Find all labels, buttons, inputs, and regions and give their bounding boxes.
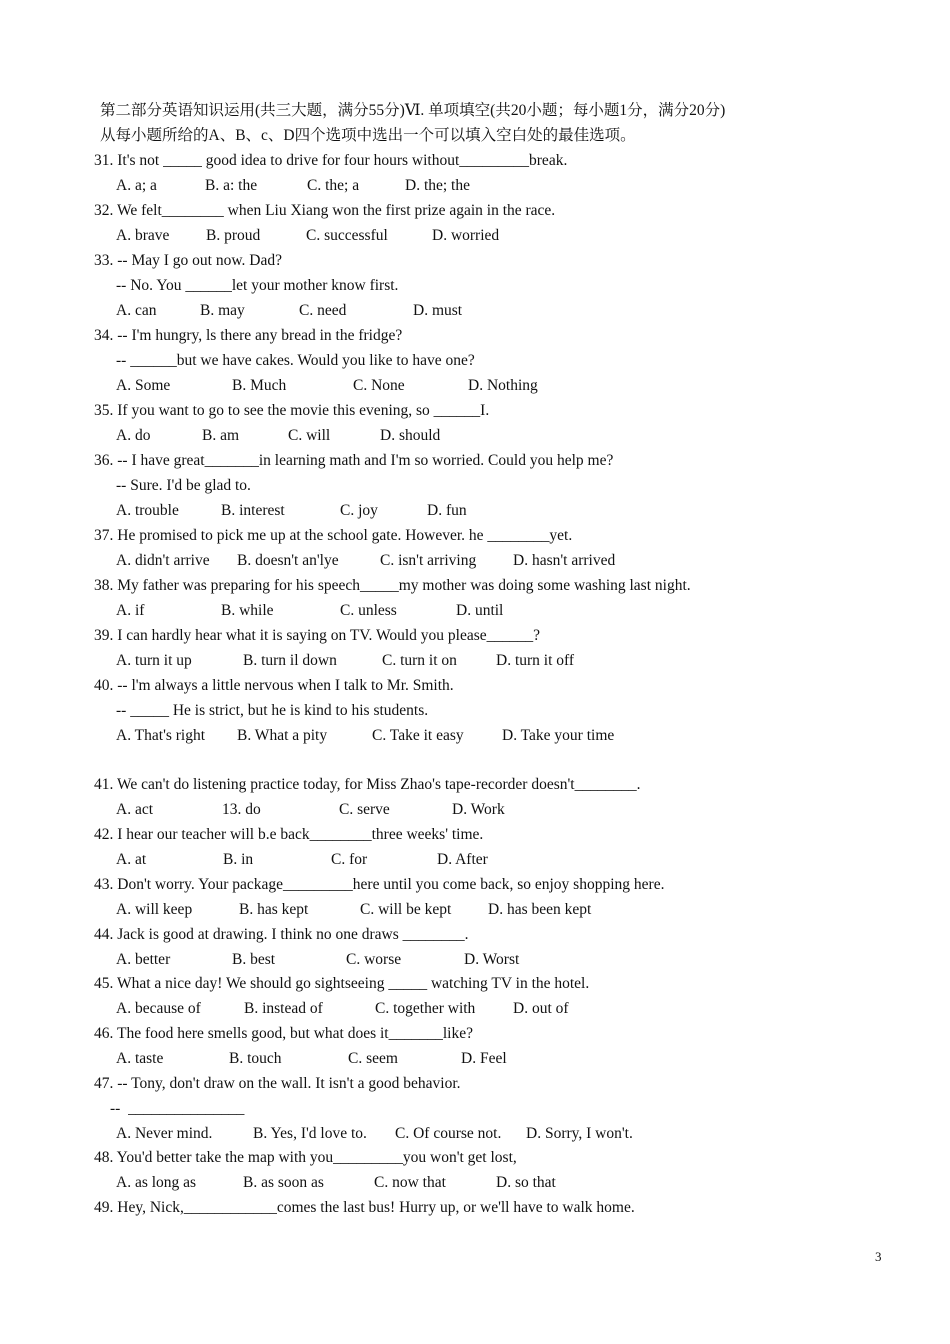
question-49-stem: 49. Hey, Nick,____________comes the last bus! Hurry up, or we'll have to walk home. — [94, 1199, 635, 1216]
q38-option-b: B. while — [221, 602, 274, 619]
q34-option-b: B. Much — [232, 377, 287, 394]
question-36-reply: -- Sure. I'd be glad to. — [116, 477, 251, 494]
q37-option-c: C. isn't arriving — [380, 552, 477, 569]
q42-option-d: D. After — [437, 851, 488, 868]
q31-option-c: C. the; a — [307, 177, 360, 194]
question-35-stem: 35. If you want to go to see the movie this evening, so ______I. — [94, 402, 490, 419]
q47-option-b: B. Yes, I'd love to. — [253, 1125, 367, 1142]
section-header: 第二部分英语知识运用(共三大题，满分55分)Ⅵ. 单项填空(共20小题；每小题1分，满分20分) — [100, 102, 726, 119]
q41-option-d: D. Work — [452, 801, 505, 818]
q34-option-a: A. Some — [116, 377, 171, 394]
q35-option-a: A. do — [116, 427, 151, 444]
q48-option-a: A. as long as — [116, 1174, 197, 1191]
q35-option-b: B. am — [202, 427, 240, 444]
question-33-reply: -- No. You ______let your mother know first. — [116, 277, 399, 294]
q36-option-b: B. interest — [221, 502, 285, 519]
q33-option-a: A. can — [116, 302, 157, 319]
question-40-reply: -- _____ He is strict, but he is kind to his students. — [116, 702, 429, 719]
q43-option-c: C. will be kept — [360, 901, 452, 918]
q47-option-d: D. Sorry, I won't. — [526, 1125, 633, 1142]
q37-option-b: B. doesn't an'lye — [237, 552, 339, 569]
question-44-stem: 44. Jack is good at drawing. I think no one draws ________. — [94, 926, 469, 943]
page-number: 3 — [875, 1249, 882, 1264]
q44-option-a: A. better — [116, 951, 171, 968]
q45-option-c: C. together with — [375, 1000, 476, 1017]
q33-option-d: D. must — [413, 302, 463, 319]
q48-option-d: D. so that — [496, 1174, 556, 1191]
q48-option-c: C. now that — [374, 1174, 446, 1191]
q33-option-c: C. need — [299, 302, 347, 319]
q40-option-d: D. Take your time — [502, 727, 615, 744]
q38-option-d: D. until — [456, 602, 504, 619]
q45-option-d: D. out of — [513, 1000, 569, 1017]
instruction: 从每小题所给的A、B、c、D四个选项中选出一个可以填入空白处的最佳选项。 — [100, 127, 636, 144]
question-37-stem: 37. He promised to pick me up at the school gate. However. he ________yet. — [94, 527, 573, 544]
q37-option-a: A. didn't arrive — [116, 552, 210, 569]
q41-option-a: A. act — [116, 801, 154, 818]
q40-option-b: B. What a pity — [237, 727, 328, 744]
question-38-stem: 38. My father was preparing for his speech_____my mother was doing some washing last night. — [94, 577, 691, 594]
question-39-stem: 39. I can hardly hear what it is saying on TV. Would you please______? — [94, 627, 541, 644]
q33-option-b: B. may — [200, 302, 245, 319]
q40-option-a: A. That's right — [116, 727, 206, 744]
question-47-stem: 47. -- Tony, don't draw on the wall. It isn't a good behavior. — [94, 1075, 461, 1092]
question-45-stem: 45. What a nice day! We should go sightseeing _____ watching TV in the hotel. — [94, 975, 590, 992]
question-34-stem: 34. -- I'm hungry, ls there any bread in the fridge? — [94, 327, 403, 344]
q44-option-d: D. Worst — [464, 951, 520, 968]
q36-option-a: A. trouble — [116, 502, 179, 519]
q46-option-a: A. taste — [116, 1050, 164, 1067]
question-47-reply: -- _______________ — [110, 1100, 245, 1117]
q32-option-b: B. proud — [206, 227, 261, 244]
q38-option-c: C. unless — [340, 602, 397, 619]
q31-option-b: B. a: the — [205, 177, 258, 194]
question-48-stem: 48. You'd better take the map with you_________you won't get lost, — [94, 1149, 517, 1166]
q46-option-b: B. touch — [229, 1050, 282, 1067]
q47-option-a: A. Never mind. — [116, 1125, 213, 1142]
q42-option-b: B. in — [223, 851, 254, 868]
q35-option-c: C. will — [288, 427, 331, 444]
question-42-stem: 42. I hear our teacher will b.e back________three weeks' time. — [94, 826, 484, 843]
q35-option-d: D. should — [380, 427, 441, 444]
q39-option-c: C. turn it on — [382, 652, 457, 669]
q34-option-d: D. Nothing — [468, 377, 538, 394]
q48-option-b: B. as soon as — [243, 1174, 324, 1191]
q39-option-a: A. turn it up — [116, 652, 192, 669]
q40-option-c: C. Take it easy — [372, 727, 464, 744]
q32-option-c: C. successful — [306, 227, 388, 244]
q45-option-b: B. instead of — [244, 1000, 323, 1017]
q34-option-c: C. None — [353, 377, 405, 394]
q45-option-a: A. because of — [116, 1000, 201, 1017]
q46-option-c: C. seem — [348, 1050, 398, 1067]
q44-option-c: C. worse — [346, 951, 402, 968]
q46-option-d: D. Feel — [461, 1050, 507, 1067]
q41-option-b: 13. do — [222, 801, 261, 818]
question-40-stem: 40. -- l'm always a little nervous when I talk to Mr. Smith. — [94, 677, 454, 694]
q42-option-c: C. for — [331, 851, 368, 868]
q43-option-a: A. will keep — [116, 901, 193, 918]
question-36-stem: 36. -- I have great_______in learning math and I'm so worried. Could you help me? — [94, 452, 614, 469]
q32-option-a: A. brave — [116, 227, 170, 244]
q31-option-d: D. the; the — [405, 177, 470, 194]
question-41-stem: 41. We can't do listening practice today, for Miss Zhao's tape-recorder doesn't________. — [94, 776, 641, 793]
question-31-stem: 31. It's not _____ good idea to drive for four hours without_________break. — [94, 152, 568, 169]
q31-option-a: A. a; a — [116, 177, 157, 194]
q42-option-a: A. at — [116, 851, 147, 868]
q39-option-b: B. turn il down — [243, 652, 337, 669]
q43-option-d: D. has been kept — [488, 901, 592, 918]
question-32-stem: 32. We felt________ when Liu Xiang won the first prize again in the race. — [94, 202, 556, 219]
q39-option-d: D. turn it off — [496, 652, 575, 669]
q38-option-a: A. if — [116, 602, 145, 619]
q36-option-d: D. fun — [427, 502, 467, 519]
question-46-stem: 46. The food here smells good, but what does it_______like? — [94, 1025, 473, 1042]
q47-option-c: C. Of course not. — [395, 1125, 502, 1142]
question-33-stem: 33. -- May I go out now. Dad? — [94, 252, 282, 269]
question-34-reply: -- ______but we have cakes. Would you like to have one? — [116, 352, 475, 369]
q32-option-d: D. worried — [432, 227, 500, 244]
q36-option-c: C. joy — [340, 502, 378, 519]
q41-option-c: C. serve — [339, 801, 390, 818]
q44-option-b: B. best — [232, 951, 276, 968]
q37-option-d: D. hasn't arrived — [513, 552, 616, 569]
q43-option-b: B. has kept — [239, 901, 309, 918]
question-43-stem: 43. Don't worry. Your package_________here until you come back, so enjoy shopping here. — [94, 876, 665, 893]
